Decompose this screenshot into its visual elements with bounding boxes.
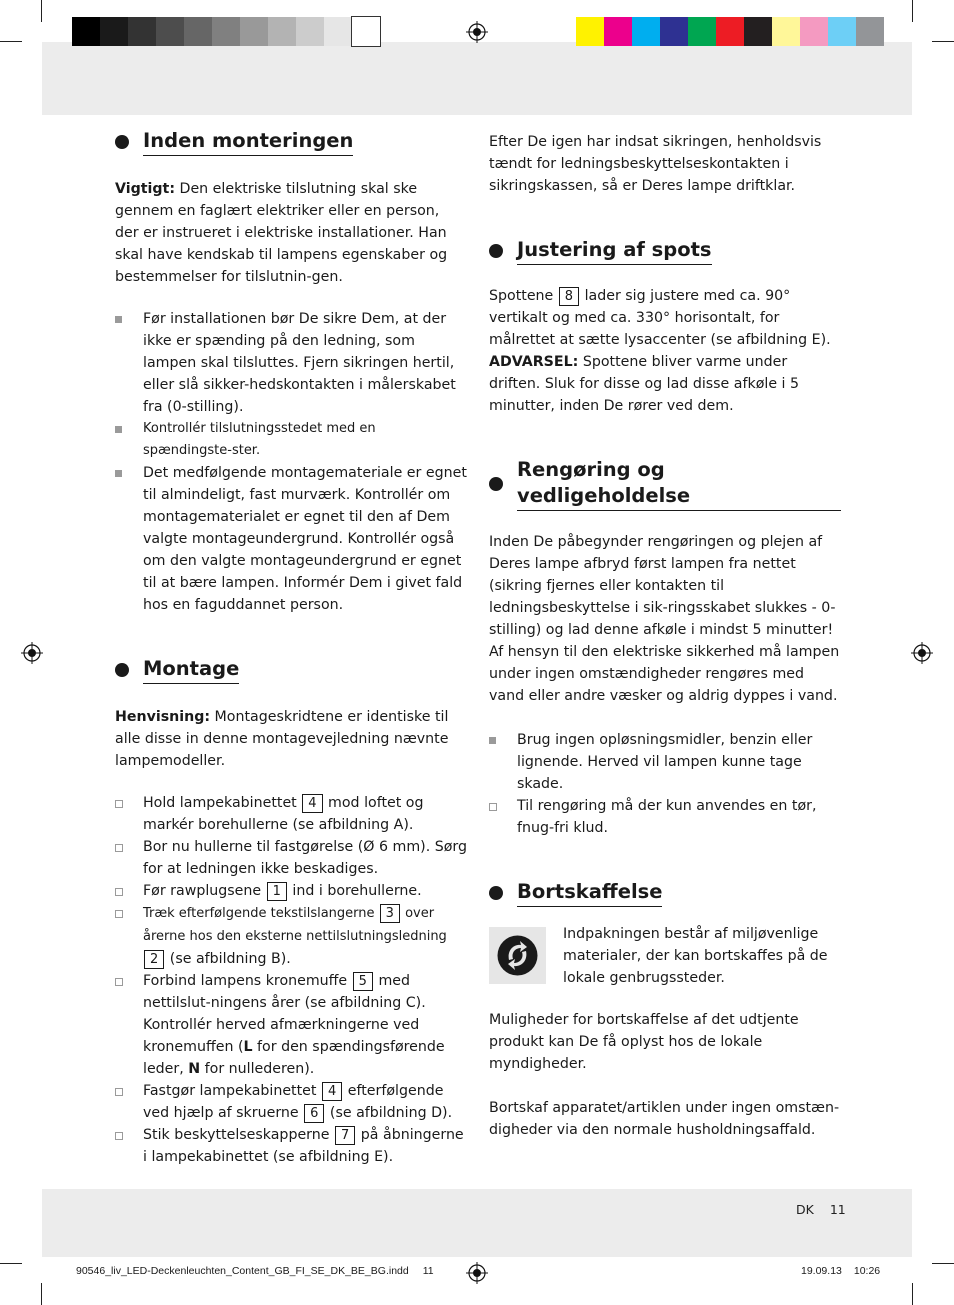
part-number-box: 8 <box>559 287 579 306</box>
warning-paragraph: ADVARSEL: Spottene bliver varme under driften. Sluk for disse og lad disse afkøle i 5 minutter, inden De rører ved dem. <box>489 354 800 414</box>
color-swatch <box>772 17 800 46</box>
square-bullet-icon <box>115 316 122 323</box>
list-item: Kontrollér tilslutningsstedet med en spændingste-ster. <box>115 418 467 462</box>
registration-mark-icon <box>466 21 488 43</box>
checkbox-square-icon <box>115 800 123 808</box>
montage-steps-list <box>115 792 467 1168</box>
checkbox-square-icon <box>115 844 123 852</box>
checkbox-square-icon <box>115 1132 123 1140</box>
page-number: DK 11 <box>796 1202 846 1217</box>
part-number-box: 7 <box>335 1126 355 1145</box>
bullet-dot-icon <box>489 477 503 491</box>
color-swatch <box>100 17 128 46</box>
color-swatch <box>268 17 296 46</box>
bullet-dot-icon <box>115 135 129 149</box>
note-paragraph: Henvisning: Montageskridtene er identiske til alle disse in denne montagevejledning nævnte lampemodeller. <box>115 709 449 769</box>
crop-mark <box>0 1263 22 1264</box>
recycling-green-dot-icon <box>489 927 546 984</box>
crop-mark <box>912 0 913 22</box>
disposal-paragraph: Bortskaf apparatet/artiklen under ingen omstæn-digheder via den normale husholdningsaffald. <box>489 1100 840 1138</box>
color-swatch <box>856 17 884 46</box>
list-item: Fastgør lampekabinettet 4 efterfølgende ved hjælp af skruerne 6 (se afbildning D). <box>115 1080 467 1124</box>
safety-paragraph: Af hensyn til den elektriske sikkerhed må lampen under ingen omstændigheder rengøres med vand eller andre væsker og aldrig dyppes i vand. <box>489 644 840 704</box>
checkbox-square-icon <box>115 910 123 918</box>
list-item: Det medfølgende montagemateriale er egnet til almindeligt, fast murværk. Kontrollér om montagematerialet er egnet til den af Dem valgte montageundergrund. Kontrollér også om den valgte montageundergrund er egnet til at bære lampen. Informér Dem i givet fald hos en faguddannet person. <box>115 462 467 616</box>
color-swatch <box>212 17 240 46</box>
color-swatch <box>632 17 660 46</box>
color-swatch <box>604 17 632 46</box>
square-bullet-icon <box>489 737 496 744</box>
part-number-box: 5 <box>353 972 373 991</box>
crop-mark <box>41 1283 42 1305</box>
color-swatch <box>688 17 716 46</box>
crop-mark <box>41 0 42 22</box>
part-number-box: 6 <box>304 1104 324 1123</box>
checkbox-square-icon <box>115 888 123 896</box>
intro-paragraph: Efter De igen har indsat sikringen, henholdsvis tændt for ledningsbeskyttelseskontakten i sikringskassen, så er Deres lampe driftklar. <box>489 134 822 194</box>
disposal-paragraph: Muligheder for bortskaffelse af det udtjente produkt kan De få oplyst hos de lokale myndigheder. <box>489 1012 799 1072</box>
section-heading: Rengøring og vedligeholdelse <box>489 457 841 511</box>
color-swatch <box>660 17 688 46</box>
list-item: Brug ingen opløsningsmidler, benzin eller lignende. Herved vil lampen kunne tage skade. <box>489 729 841 795</box>
color-swatch <box>128 17 156 46</box>
cleaning-list <box>489 729 841 839</box>
color-swatch <box>156 17 184 46</box>
list-item: Træk efterfølgende tekstilslangerne 3 over årerne hos den eksterne nettilslutningsledning 2 (se afbildning B). <box>115 902 467 970</box>
part-number-box: 4 <box>322 1082 342 1101</box>
important-paragraph: Vigtigt: Den elektriske tilslutning skal ske gennem en faglært elektriker eller en person, der er instrueret i elektriske installationer. Han skal have kendskab til lampens egenskaber og bestemmelser for tilslutnin-gen. <box>115 181 448 285</box>
registration-mark-icon <box>466 1262 488 1284</box>
checkbox-square-icon <box>489 803 497 811</box>
bullet-dot-icon <box>115 663 129 677</box>
color-swatch <box>324 17 352 46</box>
cleaning-paragraph: Inden De påbegynder rengøringen og plejen af Deres lampe afbryd først lampen fra nettet (sikring fjernes eller kontakten til ledningsbeskyttelse i sik-ringsskabet slukkes - 0-stilling) og lad denne afkøle i mindst 5 minutter! <box>489 534 836 638</box>
footer-band <box>42 1189 912 1257</box>
section-heading: Inden monteringen <box>115 128 467 156</box>
section-heading: Justering af spots <box>489 237 841 265</box>
part-number-box: 4 <box>302 794 322 813</box>
color-swatch <box>828 17 856 46</box>
bullet-dot-icon <box>489 886 503 900</box>
color-swatch <box>744 17 772 46</box>
color-swatch <box>716 17 744 46</box>
part-number-box: 2 <box>144 950 164 969</box>
registration-mark-icon <box>911 642 933 664</box>
checkbox-square-icon <box>115 978 123 986</box>
square-bullet-icon <box>115 470 122 477</box>
list-item: Til rengøring må der kun anvendes en tør, fnug-fri klud. <box>489 795 841 839</box>
color-swatch <box>352 17 380 46</box>
slug-date: 19.09.13 10:26 <box>801 1265 881 1277</box>
bullet-dot-icon <box>489 244 503 258</box>
crop-mark <box>932 41 954 42</box>
section-heading: Montage <box>115 656 467 684</box>
disposal-icon-block: Indpakningen består af miljøvenlige materialer, der kan bortskaffes på de lokale genbrugssteder. <box>489 927 841 989</box>
list-item: Stik beskyttelseskapperne 7 på åbningerne i lampekabinettet (se afbildning E). <box>115 1124 467 1168</box>
header-band <box>42 42 912 115</box>
list-item: Hold lampekabinettet 4 mod loftet og markér borehullerne (se afbildning A). <box>115 792 467 836</box>
section-heading: Bortskaffelse <box>489 879 841 907</box>
list-item: Bor nu hullerne til fastgørelse (Ø 6 mm). Sørg for at ledningen ikke beskadiges. <box>115 836 467 880</box>
crop-mark <box>912 1283 913 1305</box>
color-swatch <box>800 17 828 46</box>
right-column <box>489 131 841 1141</box>
slug-file: 90546_liv_LED-Deckenleuchten_Content_GB_FI_SE_DK_BE_BG.indd 11 <box>76 1265 434 1277</box>
preinstall-list <box>115 308 467 616</box>
list-item: Forbind lampens kronemuffe 5 med nettilslut-ningens årer (se afbildning C). Kontrollér herved afmærkningerne ved kronemuffen (L for den spændingsførende leder, N for nullederen). <box>115 970 467 1080</box>
list-item: Før rawplugsene 1 ind i borehullerne. <box>115 880 467 902</box>
square-bullet-icon <box>115 426 122 433</box>
color-swatch <box>296 17 324 46</box>
part-number-box: 1 <box>267 882 287 901</box>
color-swatch <box>240 17 268 46</box>
crop-mark <box>932 1263 954 1264</box>
checkbox-square-icon <box>115 1088 123 1096</box>
registration-mark-icon <box>21 642 43 664</box>
part-number-box: 3 <box>380 904 400 923</box>
crop-mark <box>0 41 22 42</box>
list-item: Før installationen bør De sikre Dem, at der ikke er spænding på den ledning, som lampen skal tilsluttes. Fjern sikringen hertil, eller slå sikker-hedskontakten i målerskabet fra (0-stilling). <box>115 308 467 418</box>
color-swatch <box>72 17 100 46</box>
left-column <box>115 128 467 1168</box>
spots-paragraph: Spottene 8 lader sig justere med ca. 90° vertikalt og med ca. 330° horisontalt, for målrettet at sætte lysaccenter (se afbildning E). <box>489 288 831 348</box>
color-swatch <box>576 17 604 46</box>
color-swatch <box>184 17 212 46</box>
